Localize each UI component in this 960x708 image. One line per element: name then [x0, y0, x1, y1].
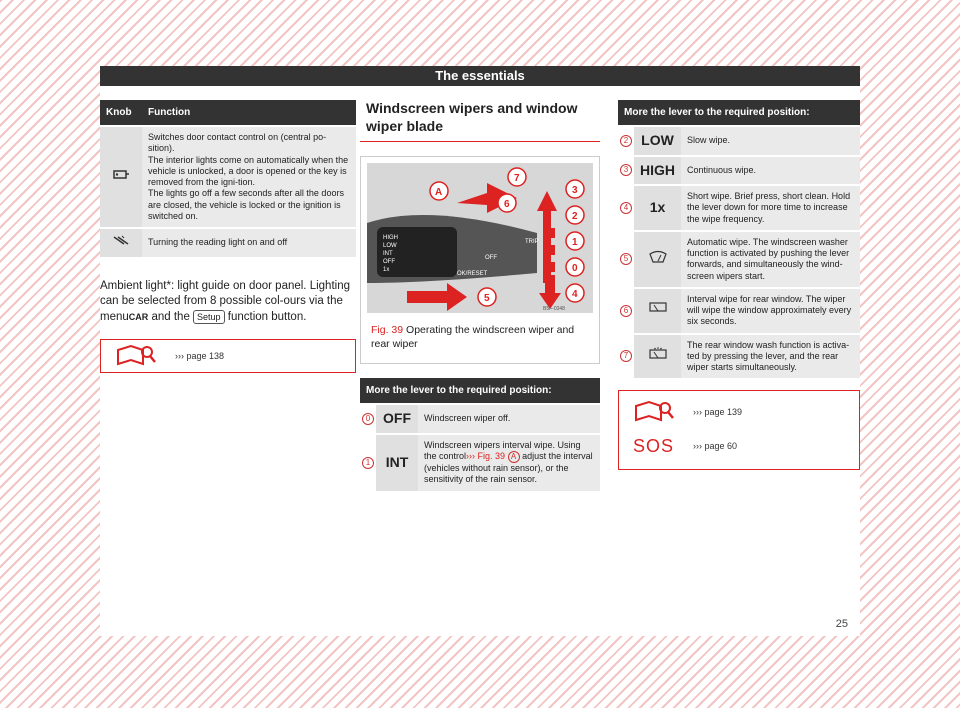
callout-1: 1: [572, 237, 578, 248]
lever-label: OFF: [383, 259, 395, 265]
table-row: [360, 434, 600, 491]
position-text: Continuous wipe.: [681, 156, 860, 186]
column-left: [100, 100, 356, 373]
wiper-lever-illustration: [367, 163, 593, 313]
auto-wipe-icon: [634, 231, 681, 288]
int-icon: INT: [376, 434, 418, 491]
off-label: OFF: [485, 255, 497, 261]
table-row: [100, 126, 356, 228]
position-text: Slow wipe.: [681, 126, 860, 156]
sos-icon: SOS: [633, 435, 675, 456]
callout-0: 0: [572, 263, 578, 274]
table-header: More the lever to the required position:: [618, 100, 860, 126]
setup-button-label: Setup: [193, 310, 225, 324]
trip-label: TRIP: [525, 239, 539, 245]
figure-caption: Fig. 39 Operating the windscreen wiper and rear wiper: [371, 324, 575, 350]
table-row: [618, 334, 860, 379]
lever-position-table: [360, 378, 600, 490]
car-icon: CAR: [128, 311, 149, 322]
position-number: 7: [620, 350, 632, 362]
position-text: Short wipe. Brief press, short clean. Hold the lever down for more time to increase the wipe frequency.: [681, 185, 860, 231]
table-header: More the lever to the required position:: [360, 378, 600, 404]
position-number: 4: [620, 202, 632, 214]
callout-5: 5: [484, 293, 490, 304]
lever-label: LOW: [383, 243, 397, 249]
position-text: The rear window wash function is activa-ted by pressing the lever, and the rear wiper starts simultaneously.: [681, 334, 860, 379]
callout-2: 2: [572, 211, 578, 222]
page-reference[interactable]: ››› page 138: [175, 351, 225, 362]
column-right: [618, 100, 860, 470]
figure-code: B5F-0348: [543, 306, 565, 312]
page-reference[interactable]: ››› page 139: [693, 407, 743, 418]
position-text: Interval wipe for rear window. The wiper will wipe the window approximately every six seconds.: [681, 288, 860, 334]
callout-7: 7: [514, 173, 520, 184]
position-number: 2: [620, 135, 632, 147]
rear-wash-icon: [634, 334, 681, 379]
table-row: [100, 228, 356, 257]
lever-label: INT: [383, 251, 393, 257]
rear-wipe-icon: [634, 288, 681, 334]
callout-A: A: [435, 187, 443, 198]
position-number: 1: [362, 457, 374, 469]
column-middle: [360, 100, 600, 491]
lever-position-table-continued: [618, 100, 860, 378]
book-icon: [633, 398, 675, 426]
section-heading: Windscreen wipers and window wiper blade: [360, 100, 600, 142]
position-text: Windscreen wipers interval wipe. Using the control››› Fig. 39 A adjust the interval (vehicles without rain sensor), or the sensitivity of the rain sensor.: [418, 434, 600, 491]
col-header-knob: Knob: [100, 100, 142, 126]
ok-reset-label: OK/RESET: [457, 271, 488, 277]
page-reference[interactable]: ››› page 60: [693, 441, 738, 452]
low-icon: LOW: [634, 126, 681, 156]
function-text: Switches door contact control on (central po-sition). The interior lights come on automatically when the vehicle is unlocked, a door is opened or the key is removed from the igni-tion. The lights go off a few seconds after all the doors are closed, the vehicle is locked or the ignition is switched on.: [142, 126, 356, 228]
ambient-light-paragraph: Ambient light*: light guide on door panel. Lighting can be selected from 8 possible col-ours via the menuCAR and the Setup function button.: [100, 279, 350, 323]
reference-box: [618, 390, 860, 470]
reference-box: [100, 339, 356, 373]
callout-3: 3: [572, 185, 578, 196]
function-text: Turning the reading light on and off: [142, 228, 356, 257]
high-icon: HIGH: [634, 156, 681, 186]
table-row: [618, 185, 860, 231]
table-row: [618, 156, 860, 186]
table-row: [618, 126, 860, 156]
knob-function-table: [100, 100, 356, 257]
callout-6: 6: [504, 199, 510, 210]
position-text: Automatic wipe. The windscreen washer function is activated by pushing the lever forwards, and simultaneously the wind-screen wipers start.: [681, 231, 860, 288]
door-contact-icon: [100, 126, 142, 228]
position-number: 6: [620, 305, 632, 317]
single-wipe-icon: 1x: [634, 185, 681, 231]
page-number: 25: [835, 618, 848, 630]
book-icon: [115, 342, 157, 370]
col-header-function: Function: [142, 100, 356, 126]
position-number: 5: [620, 253, 632, 265]
table-row: [360, 404, 600, 434]
figure-link[interactable]: ››› Fig. 39: [466, 451, 506, 462]
position-text: Windscreen wiper off.: [418, 404, 600, 434]
reading-light-icon: [100, 228, 142, 257]
figure-39: [360, 156, 600, 364]
off-icon: OFF: [376, 404, 418, 434]
lever-label: 1x: [383, 267, 390, 273]
callout-4: 4: [572, 289, 578, 300]
position-number: 0: [362, 413, 374, 425]
table-row: [618, 231, 860, 288]
lever-label: HIGH: [383, 235, 398, 241]
table-row: [618, 288, 860, 334]
position-number: 3: [620, 164, 632, 176]
section-title: The essentials: [100, 66, 860, 86]
